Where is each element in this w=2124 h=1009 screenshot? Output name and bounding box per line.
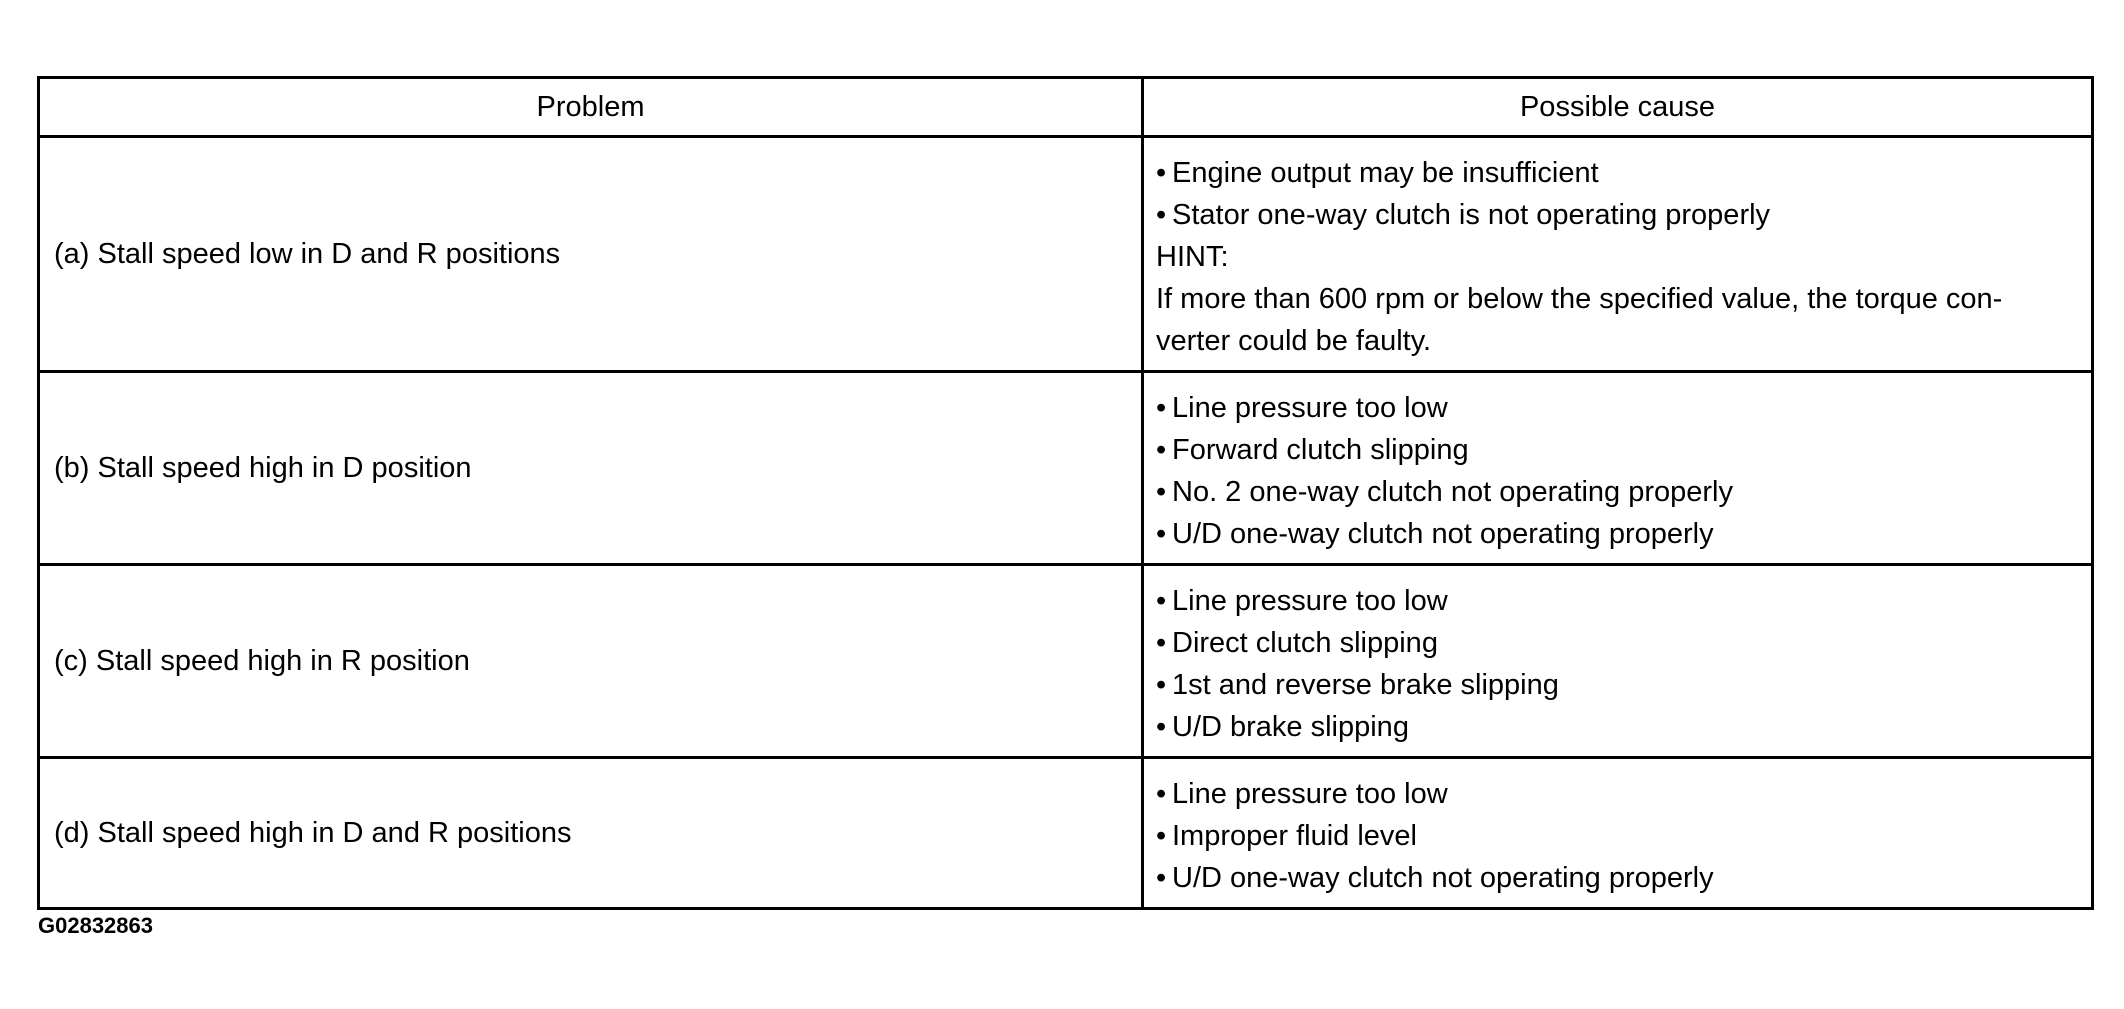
diagnosis-sheet — [37, 76, 2091, 910]
bullet-icon: • — [1156, 669, 1167, 701]
header-possible-cause: Possible cause — [1143, 78, 2093, 137]
cause-text: No. 2 one-way clutch not operating properly — [1172, 476, 1733, 508]
hint-text-line-2: verter could be faulty. — [1156, 325, 1432, 357]
stall-test-table — [37, 76, 2094, 910]
header-problem: Problem — [39, 78, 1143, 137]
hint-label: HINT: — [1156, 241, 1229, 273]
cause-item — [1156, 429, 2061, 471]
cause-cell — [1143, 758, 2093, 909]
hint-text-line-1: If more than 600 rpm or below the specified value, the torque con- — [1156, 283, 2003, 315]
cause-item — [1156, 815, 2061, 857]
cause-item — [1156, 706, 2061, 748]
cause-text: Improper fluid level — [1172, 820, 1417, 852]
bullet-icon: • — [1156, 199, 1167, 231]
problem-cell: (c) Stall speed high in R position — [39, 565, 1143, 758]
cause-cell — [1143, 565, 2093, 758]
bullet-icon: • — [1156, 476, 1167, 508]
problem-cell: (b) Stall speed high in D position — [39, 372, 1143, 565]
cause-text: Line pressure too low — [1172, 392, 1448, 424]
bullet-icon: • — [1156, 820, 1167, 852]
cause-text: Engine output may be insufficient — [1172, 157, 1599, 189]
cause-text: Direct clutch slipping — [1172, 627, 1438, 659]
cause-item — [1156, 857, 2061, 899]
cause-item — [1156, 152, 2061, 194]
cause-item — [1156, 194, 2061, 236]
cause-item — [1156, 664, 2061, 706]
table-row — [39, 565, 2093, 758]
bullet-icon: • — [1156, 518, 1167, 550]
cause-item — [1156, 387, 2061, 429]
cause-item — [1156, 773, 2061, 815]
cause-text: 1st and reverse brake slipping — [1172, 669, 1559, 701]
figure-id: G02832863 — [38, 913, 153, 938]
table-header-row — [39, 78, 2093, 137]
cause-text: Line pressure too low — [1172, 585, 1448, 617]
cause-text: U/D one-way clutch not operating properly — [1172, 518, 1714, 550]
table-row — [39, 137, 2093, 372]
cause-cell — [1143, 372, 2093, 565]
cause-item — [1156, 471, 2061, 513]
bullet-icon: • — [1156, 157, 1167, 189]
bullet-icon: • — [1156, 585, 1167, 617]
bullet-icon: • — [1156, 434, 1167, 466]
cause-cell — [1143, 137, 2093, 372]
cause-text: Line pressure too low — [1172, 778, 1448, 810]
table-row — [39, 758, 2093, 909]
bullet-icon: • — [1156, 711, 1167, 743]
cause-item — [1156, 580, 2061, 622]
cause-text: Stator one-way clutch is not operating properly — [1172, 199, 1771, 231]
cause-text: U/D brake slipping — [1172, 711, 1409, 743]
problem-cell: (a) Stall speed low in D and R positions — [39, 137, 1143, 372]
cause-text: Forward clutch slipping — [1172, 434, 1469, 466]
bullet-icon: • — [1156, 862, 1167, 894]
bullet-icon: • — [1156, 392, 1167, 424]
problem-cell: (d) Stall speed high in D and R positions — [39, 758, 1143, 909]
cause-item — [1156, 622, 2061, 664]
cause-item — [1156, 513, 2061, 555]
table-row — [39, 372, 2093, 565]
bullet-icon: • — [1156, 778, 1167, 810]
cause-text: U/D one-way clutch not operating properly — [1172, 862, 1714, 894]
bullet-icon: • — [1156, 627, 1167, 659]
